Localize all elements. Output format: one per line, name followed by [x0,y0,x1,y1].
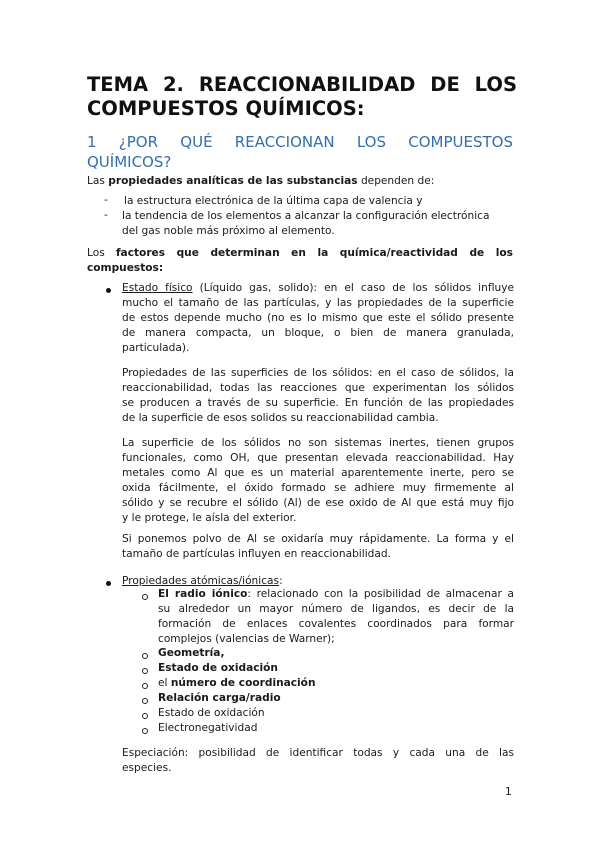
radio-ionico-term: El radio iónico [158,588,248,600]
paragraph-line: oxida fácilmente, el óxido formado se adhiere muy firmemente al [122,482,514,494]
sub-item-text: Electronegatividad [158,722,258,734]
section-heading [87,132,513,172]
estado-line-1-rest: (Líquido gas, solido): en el caso de los sólidos influye [192,282,515,294]
factors-line-2 [87,261,513,276]
dash-item-line: la estructura electrónica de la última capa de valencia y [124,195,423,207]
paragraph-line: Especiación: posibilidad de identificar todas y cada una de las [122,747,514,759]
intro-text-bold: propiedades analíticas de las substancias [108,175,358,187]
dash-marker: - [104,209,108,221]
sub-item-bold: Geometría, [158,647,225,659]
estado-fisico-term: Estado físico [122,282,193,294]
superficie-inerte-paragraph [122,436,514,526]
radio-line: formación de enlaces covalentes coordinados para formar [158,618,514,630]
document-title [87,73,517,121]
paragraph-line: sólido y se recubre el sólido (Al) de ese oxido de Al que está muy fijo [122,497,514,509]
dash-marker: - [104,194,108,206]
circle-bullet-icon [142,668,148,674]
radio-line: complejos (valencias de Warner); [158,633,335,645]
paragraph-line: funcionales, como OH, que presentan elevada reaccionabilidad. Hay [122,452,514,464]
sub-item-pre: el [158,677,171,689]
paragraph-line: tamaño de partículas influyen en reaccionabilidad. [122,548,391,560]
bullet-icon [106,288,111,293]
estado-line: de estos depende mucho (no es lo mismo que este el sólido presente [122,312,514,324]
sub-list-item [158,691,281,706]
circle-bullet-icon [142,728,148,734]
intro-text-post: dependen de: [357,175,435,187]
polvo-al-paragraph [122,532,514,562]
paragraph-line: especies. [122,762,172,774]
radio-line: su alrededor un mayor número de ligandos, es decir de la [158,603,514,615]
intro-text-pre: Las [87,175,109,187]
estado-line: mucho el tamaño de las partículas, y las propiedades de la superficie [122,297,514,309]
title-line-2: COMPUESTOS QUÍMICOS: [87,97,365,120]
propiedades-colon: : [279,575,283,587]
paragraph-line: de la superficie de esos solidos su reaccionabilidad cambia. [122,412,439,424]
sub-list-item [158,676,316,691]
radio-line-1 [158,587,514,602]
paragraph-line: reaccionabilidad, todas las reacciones que experimentan los sólidos [122,382,514,394]
dash-item-line: la tendencia de los elementos a alcanzar la configuración electrónica [122,210,490,222]
superficies-paragraph [122,366,514,426]
dash-item [124,194,524,209]
circle-bullet-icon [142,653,148,659]
sub-list-item [158,706,265,721]
propiedades-atomicas-term: Propiedades atómicas/iónicas [122,575,280,587]
sub-item-text: Estado de oxidación [158,707,265,719]
bullet-icon [106,581,111,586]
paragraph-line: y le protege, le aísla del exterior. [122,512,297,524]
dash-item [122,209,522,239]
circle-bullet-icon [142,683,148,689]
sub-list-item [158,661,278,676]
estado-fisico-paragraph [122,281,514,356]
estado-line-1 [122,281,514,296]
radio-line-1-rest: : relacionado con la posibilidad de almacenar a [247,588,514,600]
section-heading-line-2: QUÍMICOS? [87,153,172,171]
factors-text-pre: Los [87,247,116,259]
section-heading-line-1: 1 ¿POR QUÉ REACCIONAN LOS COMPUESTOS [87,133,513,151]
dash-item-line: del gas noble más próximo al elemento. [122,225,335,237]
circle-bullet-icon [142,594,148,600]
page-number: 1 [505,786,512,798]
factors-line-1 [87,246,513,261]
sub-item-bold: Estado de oxidación [158,662,278,674]
sub-list-item [158,721,257,736]
title-line-1: TEMA 2. REACCIONABILIDAD DE LOS [87,73,517,96]
paragraph-line: se producen a través de su superficie. En función de las propiedades [122,397,514,409]
radio-ionico-item [158,587,514,647]
paragraph-line: La superficie de los sólidos no son sistemas inertes, tienen grupos [122,437,514,449]
sub-list-item [158,646,224,661]
especiacion-paragraph [122,746,514,776]
circle-bullet-icon [142,713,148,719]
factors-text-bold: factores que determinan en la química/reactividad de los [115,247,513,259]
sub-item-bold: número de coordinación [170,677,316,689]
paragraph-line: Si ponemos polvo de Al se oxidaría muy rápidamente. La forma y el [122,533,514,545]
paragraph-line: metales como Al que es un material aparentemente inerte, pero se [122,467,514,479]
sub-item-bold: Relación carga/radio [158,692,281,704]
estado-line: de manera compacta, un bloque, o bien de manera granulada, [122,327,514,339]
intro-paragraph [87,174,517,189]
circle-bullet-icon [142,698,148,704]
estado-line: particulada). [122,342,190,354]
factors-text-bold-2: compuestos: [87,262,164,274]
factors-paragraph [87,246,513,276]
paragraph-line: Propiedades de las superficies de los sólidos: en el caso de sólidos, la [122,367,514,379]
